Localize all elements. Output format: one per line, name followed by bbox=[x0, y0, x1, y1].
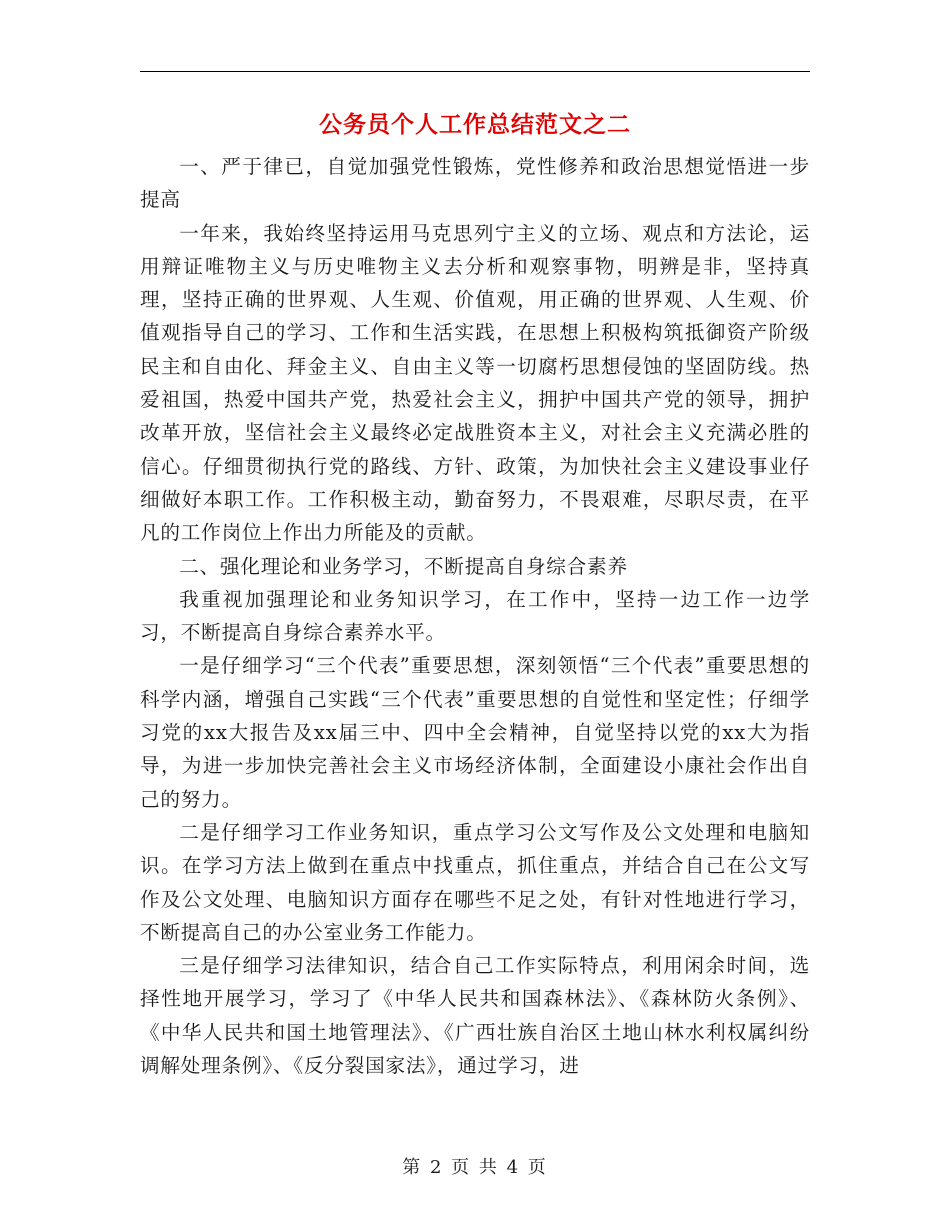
section-heading-2: 二、强化理论和业务学习，不断提高自身综合素养 bbox=[179, 554, 628, 578]
body-paragraph: 一是仔细学习“三个代表”重要思想，深刻领悟“三个代表”重要思想的科学内涵，增强自己实践“三个代表”重要思想的自觉性和坚定性；仔细学习党的xx大报告及xx届三中、四中全会精神，自觉坚持以党的xx大为指导，为进一步加快完善社会主义市场经济体制，全面建设小康社会作出自己的努力。 bbox=[140, 654, 810, 811]
body-paragraph: 二是仔细学习工作业务知识，重点学习公文写作及公文处理和电脑知识。在学习方法上做到在重点中找重点，抓住重点，并结合自己在公文写作及公文处理、电脑知识方面存在哪些不足之处，有针对性地进行学习，不断提高自己的办公室业务工作能力。 bbox=[140, 820, 810, 944]
page-number-footer: 第 2 页 共 4 页 bbox=[402, 1157, 548, 1178]
section-heading-1: 一、严于律已，自觉加强党性锻炼，党性修养和政治思想觉悟进一步提高 bbox=[140, 155, 810, 212]
document-title: 公务员个人工作总结范文之二 bbox=[319, 111, 631, 138]
header-rule bbox=[140, 71, 810, 72]
body-paragraph: 三是仔细学习法律知识，结合自己工作实际特点，利用闲余时间，选择性地开展学习，学习了《中华人民共和国森林法》、《森林防火条例》、《中华人民共和国土地管理法》、《广西壮族自治区土地山林水利权属纠纷调解处理条例》、《反分裂国家法》，通过学习，进 bbox=[140, 954, 810, 1078]
body-paragraph: 一年来，我始终坚持运用马克思列宁主义的立场、观点和方法论，运用辩证唯物主义与历史唯物主义去分析和观察事物，明辨是非，坚持真理，坚持正确的世界观、人生观、价值观，用正确的世界观、人生观、价值观指导自己的学习、工作和生活实践，在思想上积极构筑抵御资产阶级民主和自由化、拜金主义、自由主义等一切腐朽思想侵蚀的坚固防线。热爱祖国，热爱中国共产党，热爱社会主义，拥护中国共产党的领导，拥护改革开放，坚信社会主义最终必定战胜资本主义，对社会主义充满必胜的信心。仔细贯彻执行党的路线、方针、政策，为加快社会主义建设事业仔细做好本职工作。工作积极主动，勤奋努力，不畏艰难，尽职尽责，在平凡的工作岗位上作出力所能及的贡献。 bbox=[140, 221, 810, 545]
document-body bbox=[140, 150, 810, 1082]
body-paragraph: 我重视加强理论和业务知识学习，在工作中，坚持一边工作一边学习，不断提高自身综合素养水平。 bbox=[140, 587, 810, 645]
